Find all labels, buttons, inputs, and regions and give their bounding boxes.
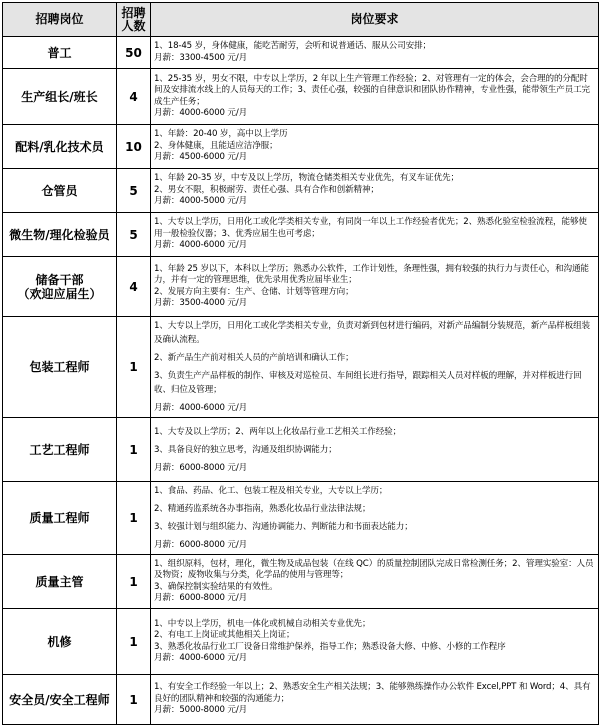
requirement-line: 2、精通药监系统各办事指南，熟悉化妆品行业法律法规； — [154, 504, 371, 514]
job-count: 50 — [117, 37, 151, 69]
job-title: 仓管员 — [3, 169, 117, 213]
requirement-line: 3、较强计划与组织能力、沟通协调能力、判断能力和书面表达能力； — [154, 522, 413, 532]
requirement-line: 3、负责生产产品样板的制作、审核及对巡检员、车间组长进行指导，跟踪相关人员对样板的理解，并对样板进行回收、归位及管理； — [154, 371, 582, 395]
job-title: 微生物/理化检验员 — [3, 213, 117, 257]
table-body — [3, 37, 599, 725]
job-title: 生产组长/班长 — [3, 69, 117, 125]
job-requirements — [151, 37, 599, 69]
job-requirements — [151, 169, 599, 213]
job-title: 包装工程师 — [3, 317, 117, 418]
job-count: 1 — [117, 317, 151, 418]
header-position: 招聘岗位 — [3, 3, 117, 37]
job-requirements — [151, 69, 599, 125]
requirement-line: 月薪：5000-8000 元/月 — [154, 705, 248, 716]
job-requirements — [151, 125, 599, 169]
requirement-line: 1、大专以上学历，日用化工或化学类相关专业，负责对新到包材进行编码，对新产品编制分装规范，新产品样板组装及确认流程。 — [154, 321, 590, 345]
header-requirements: 岗位要求 — [151, 3, 599, 37]
job-requirements — [151, 317, 599, 418]
requirement-line: 月薪：4000-6000 元/月 — [154, 652, 248, 663]
table-row — [3, 37, 599, 69]
requirement-line: 月薪：4000-5000 元/月 — [154, 196, 248, 207]
table-row — [3, 213, 599, 257]
requirement-line: 2、男女不限，积极耐劳、责任心强、具有合作和创新精神； — [154, 184, 379, 195]
table-row — [3, 69, 599, 125]
job-title: 配料/乳化技术员 — [3, 125, 117, 169]
job-count: 4 — [117, 257, 151, 317]
table-row — [3, 169, 599, 213]
requirement-line: 1、有安全工作经验一年以上；2、熟悉安全生产相关法规；3、能够熟练操作办公软件 Excel,PPT 和 Word；4、具有良好的团队精神和较强的沟通能力； — [154, 682, 591, 704]
requirement-line: 1、食品、药品、化工、包装工程及相关专业，大专以上学历； — [154, 486, 388, 496]
header-count: 招聘 人数 — [117, 3, 151, 37]
recruitment-table — [2, 2, 599, 725]
requirement-line: 2、身体健康，且能适应洁净服； — [154, 140, 278, 151]
requirement-line: 1、25-35 岁，男女不限，中专以上学历，2 年以上生产管理工作经验；2、对管理有一定的体会，会合理的的分配时间及安排流水线上的人员每天的工作；3、责任心强，较强的自律意识和团队协作精神，专业性强，能带领生产员工完成生产任务； — [154, 73, 590, 107]
requirement-line: 1、大专以上学历，日用化工或化学类相关专业，有同岗一年以上工作经验者优先；2、熟悉化验室检验流程，能够使用一般检验仪器；3、优秀应届生也可考虑； — [154, 217, 587, 239]
requirement-line: 月薪：3500-4000 元/月 — [154, 297, 248, 308]
job-title: 工艺工程师 — [3, 418, 117, 482]
requirement-line: 2、发展方向主要有：生产、仓储、计划等管理方向； — [154, 286, 354, 297]
job-requirements — [151, 257, 599, 317]
requirement-line: 1、大专及以上学历；2、两年以上化妆品行业工艺相关工作经验； — [154, 426, 402, 437]
job-requirements — [151, 675, 599, 725]
table-row — [3, 125, 599, 169]
table-row — [3, 482, 599, 555]
requirement-line: 月薪：4500-6000 元/月 — [154, 152, 248, 163]
requirement-line: 1、年龄 20-35 岁，中专及以上学历，物流仓储类相关专业优先，有叉车证优先； — [154, 173, 459, 184]
job-title: 质量工程师 — [3, 482, 117, 555]
requirement-line: 3、确保控制实验结果的有效性。 — [154, 581, 278, 592]
job-count: 1 — [117, 675, 151, 725]
requirement-line: 1、年龄：20-40 岁，高中以上学历 — [154, 129, 288, 140]
job-requirements — [151, 418, 599, 482]
requirement-line: 月薪：6000-8000 元/月 — [154, 540, 248, 550]
requirement-line: 3、熟悉化妆品行业工厂设备日常维护保养，指导工作；熟悉设备大修、中修、小修的工作程序 — [154, 641, 506, 652]
job-title: 机修 — [3, 609, 117, 675]
requirement-line: 1、组织原料，包材，理化，微生物及成品包装（在线 QC）的质量控制团队完成日常检测任务；2、管理实验室：人员及物资；废物收集与分类，化学品的使用与管理等； — [154, 558, 594, 581]
requirement-line: 1、年龄 25 岁以下，本科以上学历；熟悉办公软件，工作计划性，条理性强，拥有较强的执行力与责任心，和沟通能力，并有一定的管理思维，优先录用优秀应届毕业生； — [154, 263, 589, 286]
job-count: 10 — [117, 125, 151, 169]
job-title: 安全员/安全工程师 — [3, 675, 117, 725]
requirement-line: 3、具备良好的独立思考，沟通及组织协调能力； — [154, 444, 337, 455]
job-count: 5 — [117, 213, 151, 257]
job-count: 1 — [117, 482, 151, 555]
table-row — [3, 675, 599, 725]
requirement-line: 月薪：4000-6000 元/月 — [154, 403, 248, 413]
job-requirements — [151, 555, 599, 609]
requirement-line: 2、有电工上岗证或其他相关上岗证； — [154, 630, 295, 641]
table-header-row — [3, 3, 599, 37]
job-count: 5 — [117, 169, 151, 213]
table-row — [3, 609, 599, 675]
requirement-line: 月薪：4000-6000 元/月 — [154, 240, 248, 251]
job-count: 1 — [117, 418, 151, 482]
requirement-line: 1、中专以上学历，机电一体化或机械自动相关专业优先； — [154, 618, 371, 629]
job-title: 质量主管 — [3, 555, 117, 609]
requirement-line: 1、18-45 岁，身体健康，能吃苦耐劳，会听和说普通话、服从公司安排； — [154, 41, 431, 52]
table-row — [3, 257, 599, 317]
job-count: 1 — [117, 555, 151, 609]
job-count: 4 — [117, 69, 151, 125]
table-row — [3, 418, 599, 482]
job-requirements — [151, 609, 599, 675]
job-requirements — [151, 482, 599, 555]
job-title: 储备干部 （欢迎应届生） — [3, 257, 117, 317]
requirement-line: 月薪：4000-6000 元/月 — [154, 107, 248, 118]
requirement-line: 月薪：6000-8000 元/月 — [154, 462, 248, 473]
requirement-line: 2、新产品生产前对相关人员的产前培训和确认工作； — [154, 353, 354, 363]
table-row — [3, 317, 599, 418]
job-count: 1 — [117, 609, 151, 675]
requirement-line: 月薪：6000-8000 元/月 — [154, 592, 248, 603]
job-title: 普工 — [3, 37, 117, 69]
job-requirements — [151, 213, 599, 257]
requirement-line: 月薪：3300-4500 元/月 — [154, 52, 248, 63]
table-row — [3, 555, 599, 609]
